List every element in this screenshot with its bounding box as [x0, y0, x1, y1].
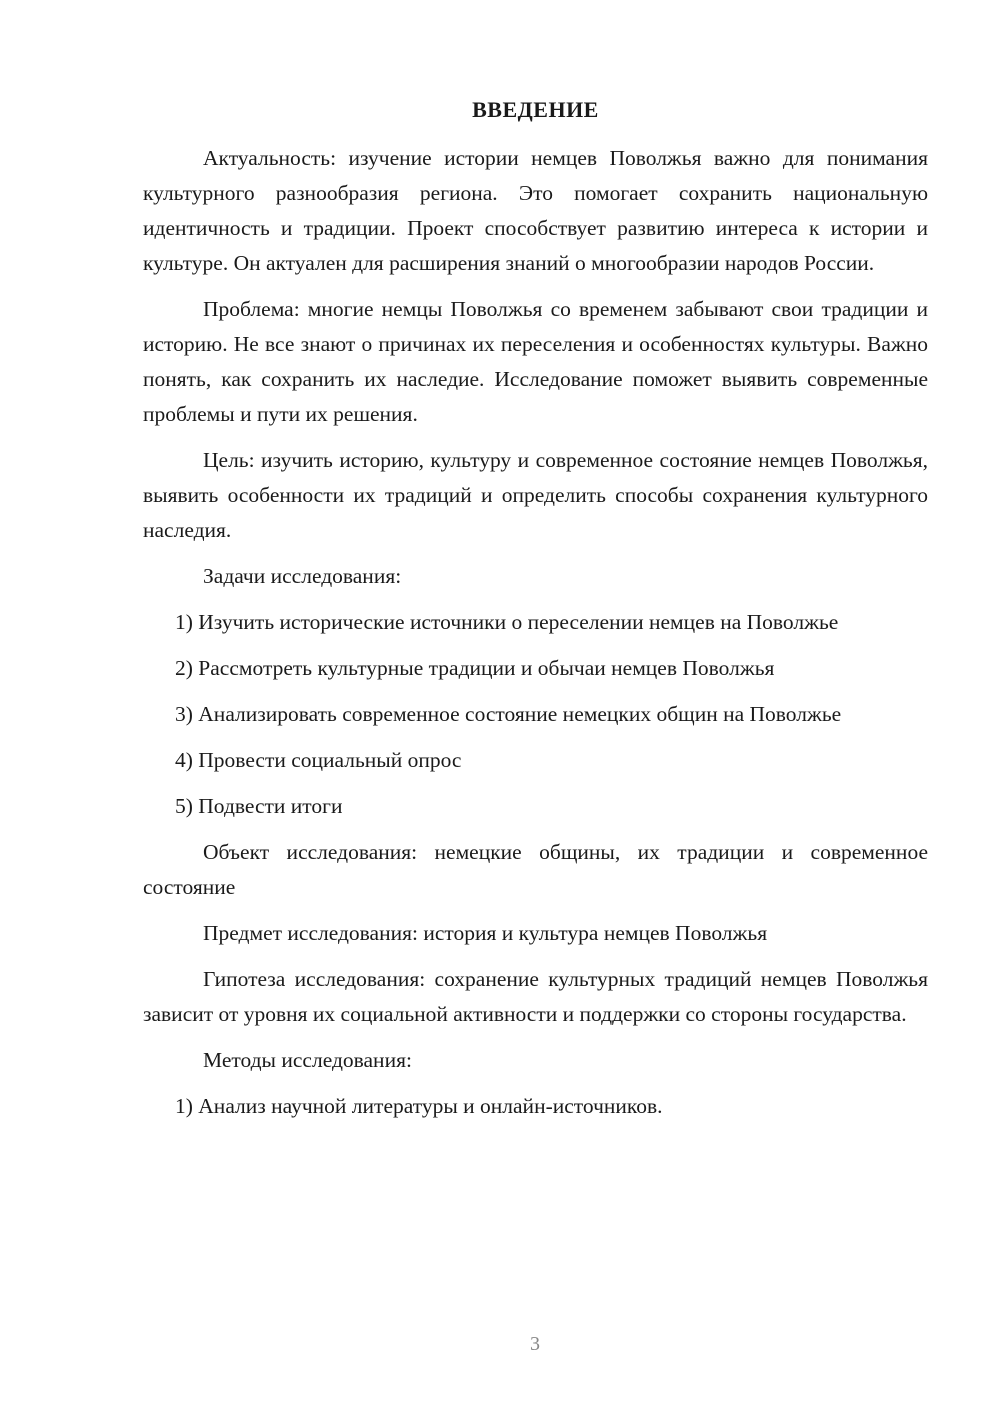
task-item-2: 2) Рассмотреть культурные традиции и обычаи немцев Поволжья — [175, 656, 775, 680]
task-item-1: 1) Изучить исторические источники о переселении немцев на Поволжье — [175, 610, 839, 634]
method-item-1: 1) Анализ научной литературы и онлайн-источников. — [175, 1094, 663, 1118]
paragraph-goal: Цель: изучить историю, культуру и современное состояние немцев Поволжья, выявить особенности их традиций и определить способы сохранения культурного наследия. — [143, 448, 928, 542]
task-item-3: 3) Анализировать современное состояние немецких общин на Поволжье — [175, 702, 842, 726]
paragraph-hypothesis: Гипотеза исследования: сохранение культурных традиций немцев Поволжья зависит от уровня их социальной активности и поддержки со стороны государства. — [143, 967, 928, 1026]
page-number: 3 — [530, 1333, 540, 1355]
paragraph-relevance: Актуальность: изучение истории немцев Поволжья важно для понимания культурного разнообразия региона. Это помогает сохранить национальную идентичность и традиции. Проект способствует развитию интереса к истории и культуре. Он актуален для расширения знаний о многообразии народов России. — [143, 146, 928, 275]
page-title: ВВЕДЕНИЕ — [472, 97, 599, 122]
paragraph-subject: Предмет исследования: история и культура немцев Поволжья — [203, 921, 768, 945]
paragraph-problem: Проблема: многие немцы Поволжья со временем забывают свои традиции и историю. Не все знают о причинах их переселения и особенностях культуры. Важно понять, как сохранить их наследие. Исследование поможет выявить современные проблемы и пути их решения. — [143, 297, 928, 426]
document-page — [143, 92, 928, 1135]
task-item-5: 5) Подвести итоги — [175, 794, 343, 818]
paragraph-object: Объект исследования: немецкие общины, их традиции и современное состояние — [143, 840, 928, 899]
paragraph-tasks-heading: Задачи исследования: — [203, 564, 402, 588]
task-item-4: 4) Провести социальный опрос — [175, 748, 462, 772]
paragraph-methods-heading: Методы исследования: — [203, 1048, 412, 1072]
